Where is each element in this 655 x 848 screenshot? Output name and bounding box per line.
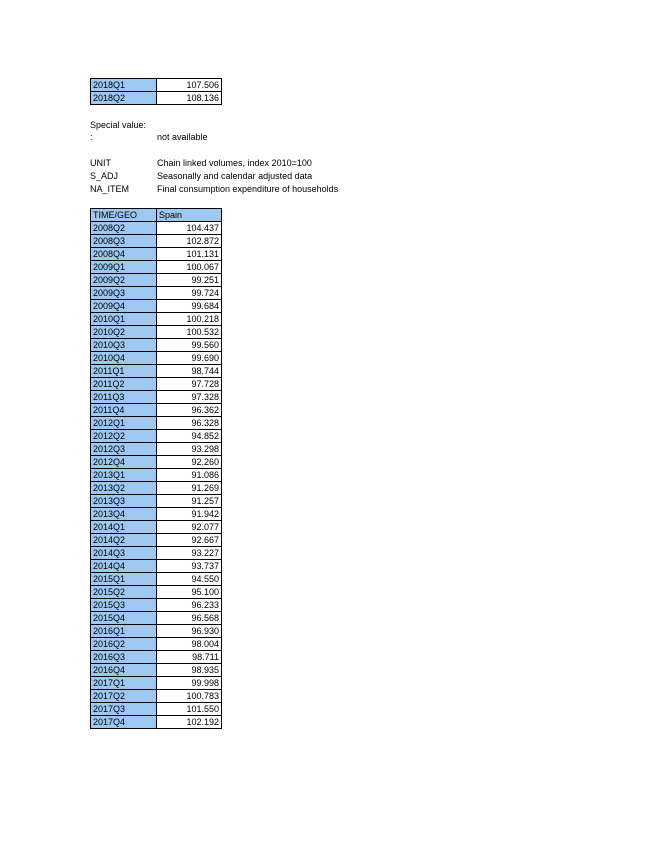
value-cell: 91.257 [157,495,222,508]
table-row [91,677,222,690]
table-row [91,482,222,495]
table-row [91,651,222,664]
table-row [91,235,222,248]
header-spain: Spain [157,209,222,222]
period-cell: 2011Q1 [91,365,157,378]
period-cell: 2013Q1 [91,469,157,482]
value-cell: 93.227 [157,547,222,560]
value-cell: 98.935 [157,664,222,677]
period-cell: 2015Q2 [91,586,157,599]
value-cell: 98.744 [157,365,222,378]
value-cell: 96.930 [157,625,222,638]
value-cell: 99.560 [157,339,222,352]
value-cell: 93.737 [157,560,222,573]
value-cell: 91.086 [157,469,222,482]
table-row [91,495,222,508]
meta-value-unit: Chain linked volumes, index 2010=100 [157,158,312,168]
table-row [91,274,222,287]
value-cell: 107.506 [157,79,222,92]
period-cell: 2011Q2 [91,378,157,391]
value-cell: 98.004 [157,638,222,651]
value-cell: 91.269 [157,482,222,495]
value-cell: 99.251 [157,274,222,287]
continued-data-table [90,78,222,105]
value-cell: 92.667 [157,534,222,547]
value-cell: 102.192 [157,716,222,729]
period-cell: 2018Q1 [91,79,157,92]
period-cell: 2011Q3 [91,391,157,404]
value-cell: 101.131 [157,248,222,261]
special-value-symbol: : [90,132,93,142]
table-row [91,404,222,417]
table-row [91,612,222,625]
period-cell: 2016Q4 [91,664,157,677]
period-cell: 2016Q1 [91,625,157,638]
table-row [91,417,222,430]
table-row [91,625,222,638]
table-row [91,287,222,300]
table-row [91,92,222,105]
spain-data-body [91,222,222,729]
table-row [91,534,222,547]
table-row [91,430,222,443]
table-row [91,469,222,482]
value-cell: 100.532 [157,326,222,339]
period-cell: 2010Q3 [91,339,157,352]
value-cell: 97.328 [157,391,222,404]
spain-data-table [90,208,222,729]
period-cell: 2015Q4 [91,612,157,625]
table-row [91,690,222,703]
value-cell: 98.711 [157,651,222,664]
table-row [91,365,222,378]
period-cell: 2015Q3 [91,599,157,612]
table-row [91,508,222,521]
period-cell: 2017Q2 [91,690,157,703]
period-cell: 2014Q4 [91,560,157,573]
period-cell: 2012Q3 [91,443,157,456]
table-row [91,547,222,560]
value-cell: 100.067 [157,261,222,274]
meta-value-na-item: Final consumption expenditure of households [157,184,339,194]
table-row [91,300,222,313]
period-cell: 2010Q1 [91,313,157,326]
period-cell: 2012Q4 [91,456,157,469]
table-row [91,261,222,274]
period-cell: 2010Q4 [91,352,157,365]
value-cell: 96.328 [157,417,222,430]
value-cell: 92.260 [157,456,222,469]
value-cell: 92.077 [157,521,222,534]
period-cell: 2016Q3 [91,651,157,664]
special-value-meaning: not available [157,132,208,142]
value-cell: 99.690 [157,352,222,365]
table-row [91,391,222,404]
meta-key-na-item: NA_ITEM [90,184,130,194]
table-row [91,313,222,326]
period-cell: 2013Q4 [91,508,157,521]
value-cell: 94.852 [157,430,222,443]
header-time-geo: TIME/GEO [91,209,157,222]
table-row [91,560,222,573]
table-header-row [91,209,222,222]
period-cell: 2014Q3 [91,547,157,560]
value-cell: 99.724 [157,287,222,300]
continued-data-body [91,79,222,105]
value-cell: 100.783 [157,690,222,703]
table-row [91,716,222,729]
value-cell: 94.550 [157,573,222,586]
table-row [91,352,222,365]
period-cell: 2017Q1 [91,677,157,690]
table-row [91,443,222,456]
table-row [91,573,222,586]
value-cell: 93.298 [157,443,222,456]
value-cell: 108.136 [157,92,222,105]
value-cell: 96.233 [157,599,222,612]
table-row [91,586,222,599]
period-cell: 2008Q4 [91,248,157,261]
table-row [91,456,222,469]
table-row [91,326,222,339]
special-value-heading: Special value: [90,120,147,130]
period-cell: 2012Q2 [91,430,157,443]
period-cell: 2009Q3 [91,287,157,300]
period-cell: 2016Q2 [91,638,157,651]
value-cell: 97.728 [157,378,222,391]
period-cell: 2011Q4 [91,404,157,417]
table-row [91,339,222,352]
period-cell: 2018Q2 [91,92,157,105]
table-row [91,638,222,651]
value-cell: 91.942 [157,508,222,521]
period-cell: 2013Q2 [91,482,157,495]
table-row [91,222,222,235]
value-cell: 96.568 [157,612,222,625]
value-cell: 99.684 [157,300,222,313]
table-row [91,703,222,716]
value-cell: 102.872 [157,235,222,248]
period-cell: 2017Q4 [91,716,157,729]
period-cell: 2014Q1 [91,521,157,534]
value-cell: 104.437 [157,222,222,235]
period-cell: 2013Q3 [91,495,157,508]
value-cell: 100.218 [157,313,222,326]
value-cell: 95.100 [157,586,222,599]
meta-key-s-adj: S_ADJ [90,171,119,181]
table-row [91,664,222,677]
period-cell: 2009Q2 [91,274,157,287]
period-cell: 2008Q3 [91,235,157,248]
table-row [91,599,222,612]
period-cell: 2015Q1 [91,573,157,586]
period-cell: 2014Q2 [91,534,157,547]
period-cell: 2008Q2 [91,222,157,235]
value-cell: 99.998 [157,677,222,690]
period-cell: 2012Q1 [91,417,157,430]
table-row [91,248,222,261]
value-cell: 96.362 [157,404,222,417]
period-cell: 2010Q2 [91,326,157,339]
table-row [91,521,222,534]
value-cell: 101.550 [157,703,222,716]
period-cell: 2017Q3 [91,703,157,716]
meta-value-s-adj: Seasonally and calendar adjusted data [157,171,313,181]
meta-key-unit: UNIT [90,158,111,168]
period-cell: 2009Q4 [91,300,157,313]
period-cell: 2009Q1 [91,261,157,274]
table-row [91,378,222,391]
table-row [91,79,222,92]
